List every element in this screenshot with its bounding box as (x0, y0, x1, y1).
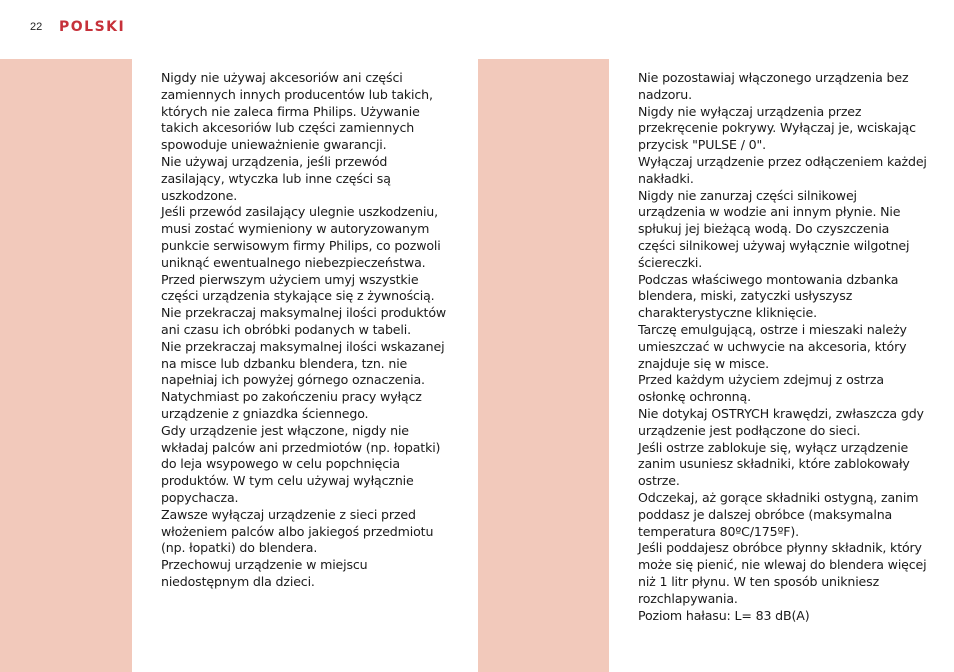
paragraph: Nie pozostawiaj włączonego urządzenia bez nadzoru. (638, 70, 909, 102)
paragraph: Poziom hałasu: L= 83 dB(A) (638, 607, 810, 623)
paragraph: Wyłączaj urządzenie przez odłączeniem każdej nakładki. (638, 153, 927, 186)
paragraph: Jeśli poddajesz obróbce płynny składnik, który może się pienić, nie wlewaj do blendera więcej niż 1 litr płynu. W ten sposób unikniesz rozchlapywania. (638, 540, 927, 606)
paragraph: Nigdy nie zanurzaj części silnikowej urządzenia w wodzie ani innym płynie. Nie spłukuj jej bieżącą wodą. Do czyszczenia części silnikowej używaj wyłącznie wilgotnej ściereczki. (638, 187, 910, 270)
paragraph: Nigdy nie wyłączaj urządzenia przez przekręcenie pokrywy. Wyłączaj je, wciskając przycisk "PULSE / 0". (638, 103, 916, 153)
paragraph: Podczas właściwego montowania dzbanka blendera, miski, zatyczki usłyszysz charakterystyczne kliknięcie. (638, 271, 899, 321)
section-language-title: POLSKI (59, 19, 126, 35)
paragraph: Odczekaj, aż gorące składniki ostygną, zanim poddasz je dalszej obróbce (maksymalna temperatura 80ºC/175ºF). (638, 489, 919, 539)
paragraph: Nie przekraczaj maksymalnej ilości produktów ani czasu ich obróbki podanych w tabeli. (161, 305, 447, 337)
paragraph: Natychmiast po zakończeniu pracy wyłącz urządzenie z gniazdka ściennego. (161, 389, 422, 421)
paragraph: Gdy urządzenie jest włączone, nigdy nie wkładaj palców ani przedmiotów (np. łopatki) do leja wsypowego w celu popchnięcia produktów. W tym celu używaj wyłącznie popychacza. (161, 422, 441, 505)
paragraph: Nie dotykaj OSTRYCH krawędzi, zwłaszcza gdy urządzenie jest podłączone do sieci. (638, 405, 924, 438)
paragraph: Przed każdym użyciem zdejmuj z ostrza osłonkę ochronną. (638, 372, 884, 405)
paragraph: Nie przekraczaj maksymalnej ilości wskazanej na misce lub dzbanku blendera, tzn. nie napełniaj ich powyżej górnego oznaczenia. (161, 338, 445, 388)
paragraph: Zawsze wyłączaj urządzenie z sieci przed włożeniem palców albo jakiegoś przedmiotu (np. łopatki) do blendera. (161, 506, 434, 556)
page-number: 22 (30, 21, 43, 33)
text-column-right (638, 70, 928, 624)
paragraph: Przed pierwszym użyciem umyj wszystkie części urządzenia stykające się z żywnością. (161, 271, 435, 304)
paragraph: Nigdy nie używaj akcesoriów ani części zamiennych innych producentów lub takich, których nie zaleca firma Philips. Używanie takich akcesoriów lub części zamiennych spowoduje unieważnienie gwarancji. (161, 70, 433, 153)
text-column-left (161, 70, 451, 591)
middle-margin-band (478, 59, 609, 672)
left-margin-band (0, 59, 132, 672)
paragraph: Przechowuj urządzenie w miejscu niedostępnym dla dzieci. (161, 557, 368, 589)
paragraph: Jeśli przewód zasilający ulegnie uszkodzeniu, musi zostać wymieniony w autoryzowanym punkcie serwisowym firmy Philips, co pozwoli uniknąć ewentualnego niebezpieczeństwa. (161, 204, 441, 270)
paragraph: Tarczę emulgującą, ostrze i mieszaki należy umieszczać w uchwycie na akcesoria, który znajduje się w misce. (638, 321, 907, 371)
paragraph: Jeśli ostrze zablokuje się, wyłącz urządzenie zanim usuniesz składniki, które zablokowały ostrze. (638, 439, 910, 489)
paragraph: Nie używaj urządzenia, jeśli przewód zasilający, wtyczka lub inne części są uszkodzone. (161, 153, 391, 203)
